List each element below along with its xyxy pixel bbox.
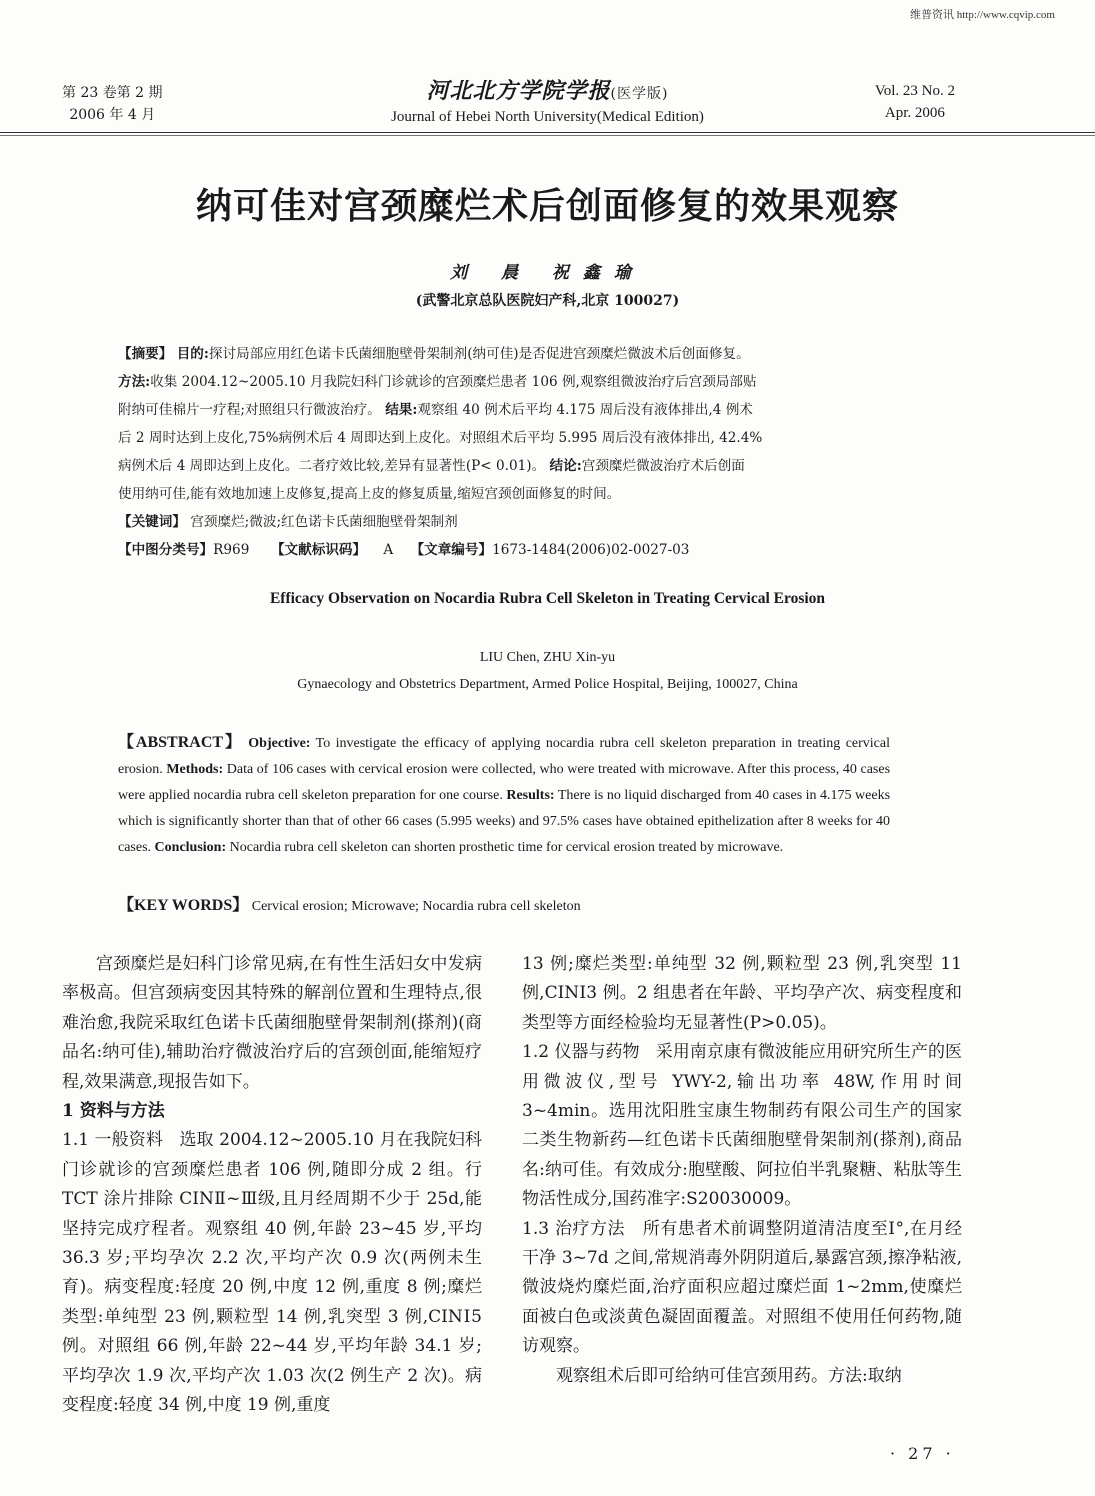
journal-name-cn: 河北北方学院学报 bbox=[426, 78, 611, 104]
abstract-cn-line: 后 2 周时达到上皮化,75%病例术后 4 周即达到上皮化。对照组术后平均 5.995 周后没有液体排出, 42.4% bbox=[118, 430, 763, 446]
abstract-en: 【ABSTRACT】 Objective: To investigate the efficacy of applying nocardia rubra cell skeleton preparation in treating cervical erosion. Methods: Data of 106 cases with cervical erosion were collected, who were treated with microwave. After this process, 40 cases were applied nocardia rubra cell skeleton preparation for one course. Results: There is no liquid discharged from 40 cases in 4.175 weeks which is significantly shorter than that of other 66 cases (5.995 weeks) and 97.5% cases have obtained epithelization after 8 weeks for 40 cases. Conclusion: Nocardia rubra cell skeleton can shorten prosthetic time for cervical erosion treated by microwave. bbox=[118, 734, 891, 855]
classification-line: 【中图分类号】R969 【文献标识码】 A 【文章编号】1673-1484(2006)02-0027-03 bbox=[118, 542, 690, 558]
header-volume-en bbox=[875, 80, 955, 124]
paragraph-1-4: 观察组术后即可给纳可佳宫颈用药。方法:取纳 bbox=[556, 1365, 902, 1386]
paragraph-continued: 13 例;糜烂类型:单纯型 32 例,颗粒型 23 例,乳突型 11 例,CINⅠ3 例。2 组患者在年龄、平均孕产次、病变程度和类型等方面经检验均无显著性(P>0.05)。 bbox=[522, 954, 962, 1033]
journal-masthead bbox=[300, 74, 795, 126]
authors-en: LIU Chen, ZHU Xin-yu bbox=[479, 650, 616, 665]
paragraph-1-3: 1.3 治疗方法 所有患者术前调整阴道清洁度至Ⅰ°,在月经干净 3~7d 之间,常规消毒外阴阴道后,暴露宫颈,擦净粘液,微波烧灼糜烂面,治疗面积应超过糜烂面 1~2mm,使糜烂面被白色或淡黄色凝固面覆盖。对照组不使用任何药物,随访观察。 bbox=[522, 1218, 962, 1357]
body-column-right bbox=[522, 950, 962, 1391]
abstract-cn-line: 附纳可佳棉片一疗程;对照组只行微波治疗。 结果:观察组 40 例术后平均 4.175 周后没有液体排出,4 例术 bbox=[118, 402, 753, 418]
journal-edition-cn: (医学版) bbox=[610, 86, 669, 102]
section-heading: 1 资料与方法 bbox=[62, 1101, 165, 1122]
article-title-en: Efficacy Observation on Nocardia Rubra Cell Skeleton in Treating Cervical Erosion bbox=[269, 590, 826, 607]
intro-paragraph: 宫颈糜烂是妇科门诊常见病,在有性生活妇女中发病率极高。但宫颈病变因其特殊的解剖位置和生理特点,很难治愈,我院采取红色诺卡氏菌细胞壁骨架制剂(搽剂)(商品名:纳可佳),辅助治疗微波治疗后的宫颈创面,能缩短疗程,效果满意,现报告如下。 bbox=[62, 954, 482, 1092]
paragraph-1-2: 1.2 仪器与药物 采用南京康有微波能应用研究所生产的医用微波仪,型号 YWY-2,输出功率 48W,作用时间 3~4min。选用沈阳胜宝康生物制药有限公司生产的国家二类生物新药—红色诺卡氏菌细胞壁骨架制剂(搽剂),商品名:纳可佳。有效成分:胞壁酸、阿拉伯半乳聚糖、粘肽等生物活性成分,国药准字:S20030009。 bbox=[522, 1042, 962, 1210]
header-volume-cn bbox=[62, 82, 163, 126]
watermark: 维普资讯 http://www.cqvip.com bbox=[909, 9, 1055, 21]
date-cn: 2006 年 4 月 bbox=[69, 107, 156, 123]
body-column-left bbox=[62, 950, 482, 1421]
header-rule-thin bbox=[0, 135, 1095, 136]
date-en: Apr. 2006 bbox=[884, 105, 945, 121]
header-rule bbox=[0, 132, 1095, 133]
affiliation-cn: (武警北京总队医院妇产科,北京 100027) bbox=[415, 293, 680, 309]
abstract-cn-line: 使用纳可佳,能有效地加速上皮修复,提高上皮的修复质量,缩短宫颈创面修复的时间。 bbox=[118, 486, 621, 502]
authors-cn: 刘 晨 祝鑫瑜 bbox=[450, 263, 645, 283]
abstract-cn-line: 【摘要】 目的:探讨局部应用红色诺卡氏菌细胞壁骨架制剂(纳可佳)是否促进宫颈糜烂微波术后创面修复。 bbox=[118, 346, 750, 362]
volume-cn: 第 23 卷第 2 期 bbox=[62, 85, 163, 101]
article-title-cn: 纳可佳对宫颈糜烂术后创面修复的效果观察 bbox=[195, 185, 899, 227]
paragraph-1-1: 1.1 一般资料 选取 2004.12~2005.10 月在我院妇科门诊就诊的宫颈糜烂患者 106 例,随即分成 2 组。行 TCT 涂片排除 CINⅡ~Ⅲ级,且月经周期不少于 25d,能坚持完成疗程者。观察组 40 例,年龄 23~45 岁,平均 36.3 岁;平均孕次 2.2 次,平均产次 0.9 次(两例未生育)。病变程度:轻度 20 例,中度 12 例,重度 8 例;糜烂类型:单纯型 23 例,颗粒型 14 例,乳突型 3 例,CINⅠ5 例。对照组 66 例,年龄 22~44 岁,平均年龄 34.1 岁;平均孕次 1.9 次,平均产次 1.03 次(2 例生产 2 次)。病变程度:轻度 34 例,中度 19 例,重度 bbox=[62, 1130, 482, 1416]
volume-en: Vol. 23 No. 2 bbox=[874, 83, 955, 99]
keywords-cn: 【关键词】 宫颈糜烂;微波;红色诺卡氏菌细胞壁骨架制剂 bbox=[118, 514, 458, 530]
affiliation-en: Gynaecology and Obstetrics Department, Armed Police Hospital, Beijing, 100027, China bbox=[297, 677, 798, 692]
page-number: · 27 · bbox=[890, 1444, 955, 1463]
journal-title-en: Journal of Hebei North University(Medical Edition) bbox=[391, 109, 704, 125]
keywords-en: 【KEY WORDS】 Cervical erosion; Microwave; Nocardia rubra cell skeleton bbox=[118, 897, 581, 914]
abstract-cn-line: 病例术后 4 周即达到上皮化。二者疗效比较,差异有显著性(P< 0.01)。 结论:宫颈糜烂微波治疗术后创面 bbox=[118, 458, 745, 474]
abstract-cn-line: 方法:收集 2004.12~2005.10 月我院妇科门诊就诊的宫颈糜烂患者 106 例,观察组微波治疗后宫颈局部贴 bbox=[118, 374, 757, 390]
journal-title-cn bbox=[300, 74, 795, 105]
abstract-cn bbox=[118, 340, 900, 564]
